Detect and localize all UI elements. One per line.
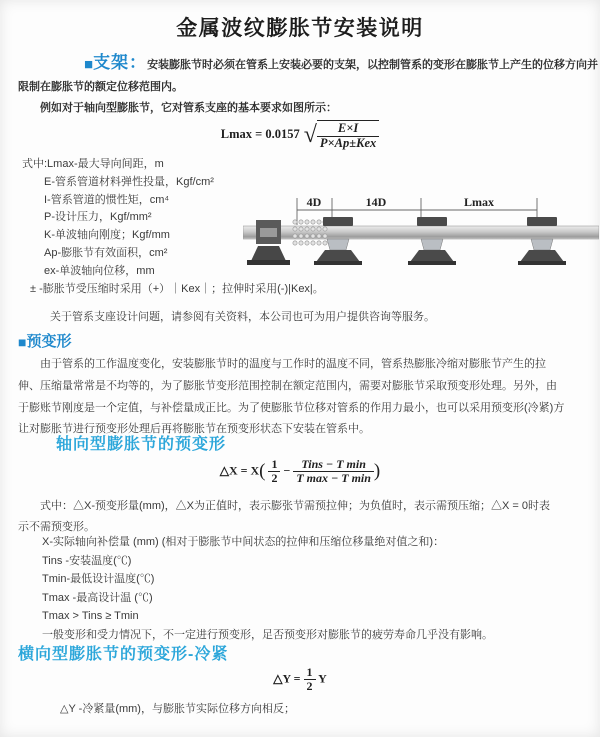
formula-lmax-denominator: P×Ap±Kex: [319, 135, 377, 150]
minus-operator: −: [283, 463, 291, 478]
predeform-paragraph: [18, 354, 590, 441]
pipe-support-diagram: [243, 188, 599, 288]
paragraph-line: 于膨账节刚度是一个定值，与补偿量成正比。为了使膨胀节位移对管系的作用力最小，也可以采用预变形(冷紧)方: [18, 401, 565, 414]
axial-explanation: [18, 496, 590, 538]
paragraph-line: 让对膨胀节进行预变形处理后再将膨胀节在预变形状态下安装在管系中。: [18, 423, 370, 436]
formula-dx-frac2-den: T max − T min: [293, 471, 374, 485]
paragraph-line: 伸、压缩量常常是不均等的，为了膨胀节变形范围控制在额定范围内，需要对膨胀节采取预变形处理。另外，由: [18, 379, 557, 392]
open-paren: (: [259, 460, 266, 482]
formula-lmax: [0, 120, 600, 151]
subheading-axial-predeform: 轴向型膨胀节的预变形: [56, 436, 227, 453]
definition-item: Tmax -最高设计温 (℃): [42, 591, 153, 604]
lateral-note: △Y -冷紧量(mm)，与膨胀节实际位移方向相反；: [60, 703, 295, 715]
formula-delta-y: [0, 666, 600, 693]
formula-dy-rhs: Y: [318, 671, 327, 686]
radical-sign: √: [303, 121, 317, 148]
formula-dx-lhs: △X = X: [219, 463, 260, 478]
subheading-lateral-predeform: 横向型膨胀节的预变形-冷紧: [18, 646, 229, 663]
formula-dx-frac2-num: Tins − T min: [301, 457, 366, 471]
dimension-label: 14D: [365, 195, 387, 209]
paragraph-line: [18, 52, 599, 77]
square-bullet-icon: ■: [84, 56, 94, 73]
definition-item: Tmax > Tins ≥ Tmin: [42, 610, 139, 622]
formula-dx-frac1-num: 1: [271, 457, 278, 471]
section-heading-predeform: [18, 330, 71, 351]
definition-item: P-设计压力，Kgf/mm²: [44, 211, 152, 224]
formula-dy-lhs: △Y =: [273, 671, 301, 686]
axial-definitions-list: [18, 533, 493, 644]
paragraph-line: 示不需预变形。: [18, 521, 95, 533]
dimension-label: Lmax: [464, 195, 494, 209]
definition-item: I-管系管道的惯性矩，cm⁴: [44, 193, 170, 206]
definition-item: ± -膨胀节受压缩时采用（+）｜Kex｜；拉伸时采用(-)|Kex|。: [30, 282, 324, 295]
formula-dx-frac1-den: 2: [268, 471, 280, 485]
definition-item: Ap-膨胀节有效面积，cm²: [44, 246, 168, 259]
definition-item: K-单波轴向刚度；Kgf/mm: [44, 229, 170, 242]
square-bullet-icon: ■: [18, 334, 27, 350]
paragraph-line: 式中：△X-预变形量(mm)，△X为正值时，表示膨张节需预拉伸；为负值时，表示需预压缩；△X = 0时表: [40, 500, 550, 512]
definition-item: ex-单波轴向位移，mm: [44, 264, 155, 277]
definition-item: E-管系管道材料弹性投量，Kgf/cm²: [44, 175, 214, 188]
paragraph-line: 限制在膨胀节的额定位移范围内。: [18, 80, 183, 93]
formula-lmax-lhs: Lmax = 0.0157: [220, 127, 300, 142]
guide-support: [408, 217, 456, 265]
guide-support: [314, 217, 362, 265]
formula-delta-x: [0, 458, 600, 485]
support-note: 关于管系支座设计问题，请参阅有关资料，本公司也可为用户提供咨询等服务。: [50, 311, 435, 323]
paragraph-line: 例如对于轴向型膨胀节，它对管系支座的基本要求如图所示：: [40, 102, 337, 114]
definition-item: 式中:Lmax-最大导向间距，m: [22, 158, 164, 170]
dimension-label: 4D: [306, 195, 322, 209]
definition-item: Tins -安装温度(℃): [42, 554, 132, 567]
guide-support: [518, 217, 566, 265]
support-section: [18, 52, 599, 120]
support-intro-text: 安装膨胀节时必须在管系上安装必要的支架，以控制管系的变形在膨胀节上产生的位移方向并: [147, 59, 599, 71]
page-title: 金属波纹膨胀节安装说明: [176, 17, 424, 40]
formula-lmax-numerator: E×I: [317, 122, 379, 137]
section-heading-label: 预变形: [26, 333, 72, 350]
formula-dy-frac-num: 1: [306, 665, 313, 679]
definition-item: X-实际轴向补偿量 (mm) (相对于膨胀节中间状态的拉伸和压缩位移量绝对值之和)：: [42, 536, 445, 548]
definition-item: Tmin-最低设计温度(℃): [42, 573, 155, 585]
section-heading-support: 支架：: [93, 53, 148, 72]
paragraph-line: 由于管系的工作温度变化，安装膨胀节时的温度与工作时的温度不同，管系热膨胀冷缩对膨胀节产生的拉: [40, 358, 546, 370]
definition-item: 一般变形和受力情况下，不一定进行预变形，足否预变形对膨胀节的疲劳寿命几乎没有影响。: [42, 628, 493, 641]
close-paren: ): [373, 460, 381, 482]
formula-dy-frac-den: 2: [304, 679, 316, 693]
